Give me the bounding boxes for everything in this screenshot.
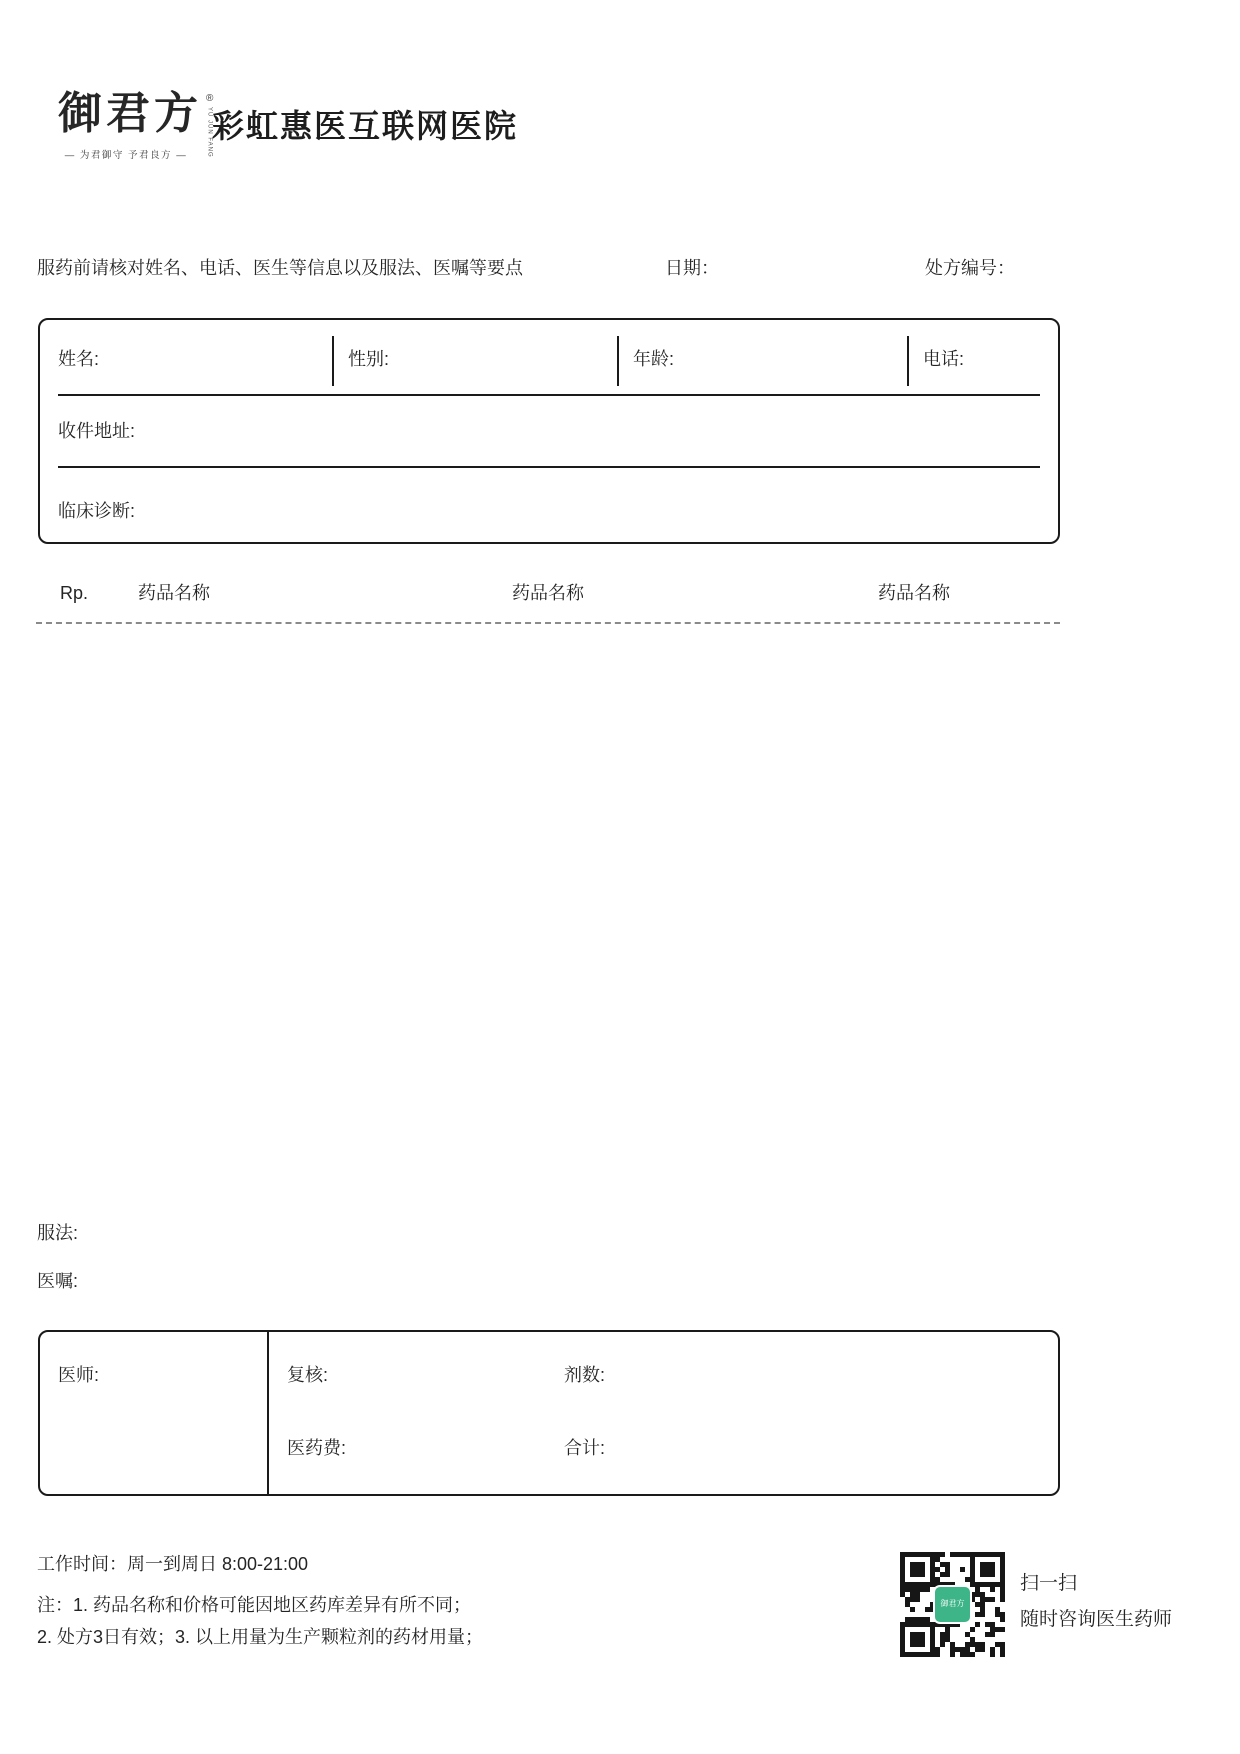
field-divider [907, 336, 909, 386]
brand-wordmark: 御君方 [58, 88, 202, 139]
age-field-label: 年龄: [633, 349, 675, 369]
address-field-label: 收件地址: [58, 421, 136, 441]
row-divider [58, 394, 1040, 396]
scan-hint-subtitle: 随时咨询医生药师 [1020, 1609, 1173, 1630]
date-label: 日期： [665, 258, 719, 278]
fee-field-label: 医药费: [287, 1438, 347, 1458]
field-divider [617, 336, 619, 386]
qr-code [900, 1552, 1005, 1657]
patient-info-box [38, 318, 1060, 544]
drug-name-header-1: 药品名称 [138, 583, 210, 603]
note-line-2: 2. 处方3日有效；3. 以上用量为生产颗粒剂的药材用量； [37, 1627, 484, 1647]
drug-name-header-2: 药品名称 [512, 583, 584, 603]
phone-field-label: 电话: [923, 349, 965, 369]
brand-tagline: — 为君御守 予君良方 — [64, 150, 188, 161]
rx-number-label: 处方编号： [925, 258, 1015, 278]
gender-field-label: 性别: [348, 349, 390, 369]
brand-vertical-text: YU JUN FANG [206, 107, 213, 158]
row-divider [58, 466, 1040, 468]
work-time-text: 工作时间：周一到周日 8:00-21:00 [37, 1554, 309, 1574]
precheck-text: 服药前请核对姓名、电话、医生等信息以及服法、医嘱等要点 [37, 258, 523, 278]
scan-hint-title: 扫一扫 [1020, 1573, 1078, 1594]
doctor-advice-label: 医嘱: [37, 1271, 79, 1291]
rp-label: Rp. [60, 583, 89, 603]
signature-box-divider [267, 1332, 269, 1494]
review-field-label: 复核: [287, 1365, 329, 1385]
usage-method-label: 服法: [37, 1223, 79, 1243]
drug-list-separator [36, 622, 1060, 624]
name-field-label: 姓名: [58, 349, 100, 369]
qr-center-badge [935, 1587, 970, 1622]
doctor-field-label: 医师: [58, 1365, 100, 1385]
drug-name-header-3: 药品名称 [878, 583, 950, 603]
field-divider [332, 336, 334, 386]
note-line-1: 注：1. 药品名称和价格可能因地区药库差异有所不同； [37, 1595, 472, 1615]
registered-trademark-icon: ® [206, 93, 214, 104]
signature-box [38, 1330, 1060, 1496]
dose-count-label: 剂数: [564, 1365, 606, 1385]
diagnosis-field-label: 临床诊断: [58, 501, 136, 521]
total-field-label: 合计: [564, 1438, 606, 1458]
qr-center-label: 御君方 [940, 1599, 965, 1609]
hospital-title: 彩虹惠医互联网医院 [212, 108, 519, 144]
